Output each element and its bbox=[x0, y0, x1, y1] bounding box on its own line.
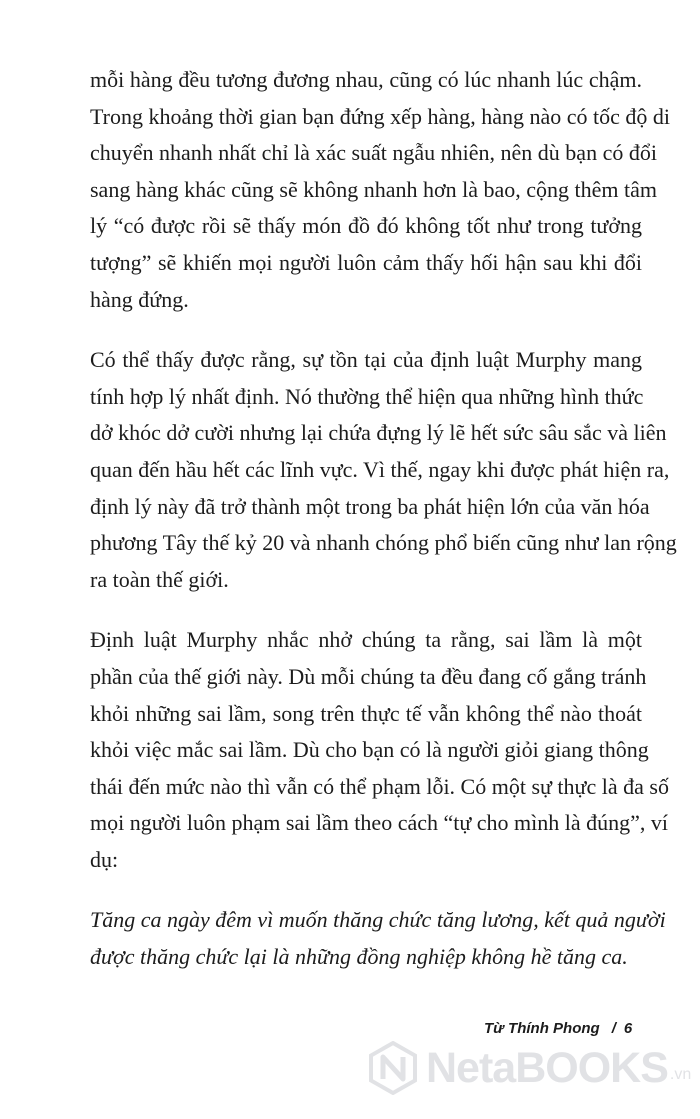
text-line: sang hàng khác cũng sẽ không nhanh hơn là bao, cộng thêm tâm bbox=[90, 176, 657, 202]
text-line: khỏi những sai lầm, song trên thực tế vẫn không thể nào thoát bbox=[90, 700, 642, 726]
page-body bbox=[90, 62, 677, 976]
text-line: lý “có được rồi sẽ thấy món đồ đó không tốt như trong tưởng bbox=[90, 213, 642, 239]
text-line: tính hợp lý nhất định. Nó thường thể hiện qua những hình thức bbox=[90, 383, 644, 409]
text-line: Định luật Murphy nhắc nhở chúng ta rằng, sai lầm là một bbox=[90, 627, 642, 653]
text-line: khỏi việc mắc sai lầm. Dù cho bạn có là người giỏi giang thông bbox=[90, 737, 649, 763]
text-line: dụ: bbox=[90, 846, 119, 872]
text-line: tượng” sẽ khiến mọi người luôn cảm thấy hối hận sau khi đổi bbox=[90, 249, 642, 275]
watermark bbox=[366, 1040, 691, 1096]
watermark-suffix: .vn bbox=[669, 1066, 692, 1083]
text-line: Tăng ca ngày đêm vì muốn thăng chức tăng lương, kết quả người bbox=[90, 907, 666, 933]
text-line: Có thể thấy được rằng, sự tồn tại của định luật Murphy mang bbox=[90, 347, 642, 373]
page-footer bbox=[484, 1020, 632, 1037]
text-line: mỗi hàng đều tương đương nhau, cũng có lúc nhanh lúc chậm. bbox=[90, 67, 642, 92]
footer-author: Từ Thính Phong bbox=[484, 1020, 600, 1037]
text-line: phần của thế giới này. Dù mỗi chúng ta đều đang cố gắng tránh bbox=[90, 663, 647, 689]
text-line: thái đến mức nào thì vẫn có thể phạm lỗi. Có một sự thực là đa số bbox=[90, 773, 669, 799]
text-line: được thăng chức lại là những đồng nghiệp không hề tăng ca. bbox=[90, 944, 628, 970]
footer-separator: / bbox=[611, 1020, 616, 1037]
text-line: phương Tây thế kỷ 20 và nhanh chóng phổ biến cũng như lan rộng bbox=[90, 530, 677, 556]
text-line: định lý này đã trở thành một trong ba phát hiện lớn của văn hóa bbox=[90, 493, 650, 519]
text-line: mọi người luôn phạm sai lầm theo cách “tự cho mình là đúng”, ví bbox=[90, 810, 669, 836]
watermark-brand: NetaBOOKS bbox=[426, 1043, 668, 1092]
text-line: dở khóc dở cười nhưng lại chứa đựng lý lẽ hết sức sâu sắc và liên bbox=[90, 420, 667, 446]
paragraph-2 bbox=[90, 342, 677, 598]
text-line: ra toàn thế giới. bbox=[90, 566, 229, 592]
page-number: 6 bbox=[623, 1020, 633, 1037]
paragraph-1 bbox=[90, 62, 670, 318]
netabooks-logo-icon bbox=[366, 1041, 420, 1095]
text-line: Trong khoảng thời gian bạn đứng xếp hàng, hàng nào có tốc độ di bbox=[90, 103, 670, 129]
quote-paragraph bbox=[90, 902, 666, 975]
text-line: chuyển nhanh nhất chỉ là xác suất ngẫu nhiên, nên dù bạn có đổi bbox=[90, 140, 657, 166]
paragraph-3 bbox=[90, 622, 669, 878]
text-line: quan đến hầu hết các lĩnh vực. Vì thế, ngay khi được phát hiện ra, bbox=[90, 456, 670, 482]
text-line: hàng đứng. bbox=[90, 286, 189, 312]
